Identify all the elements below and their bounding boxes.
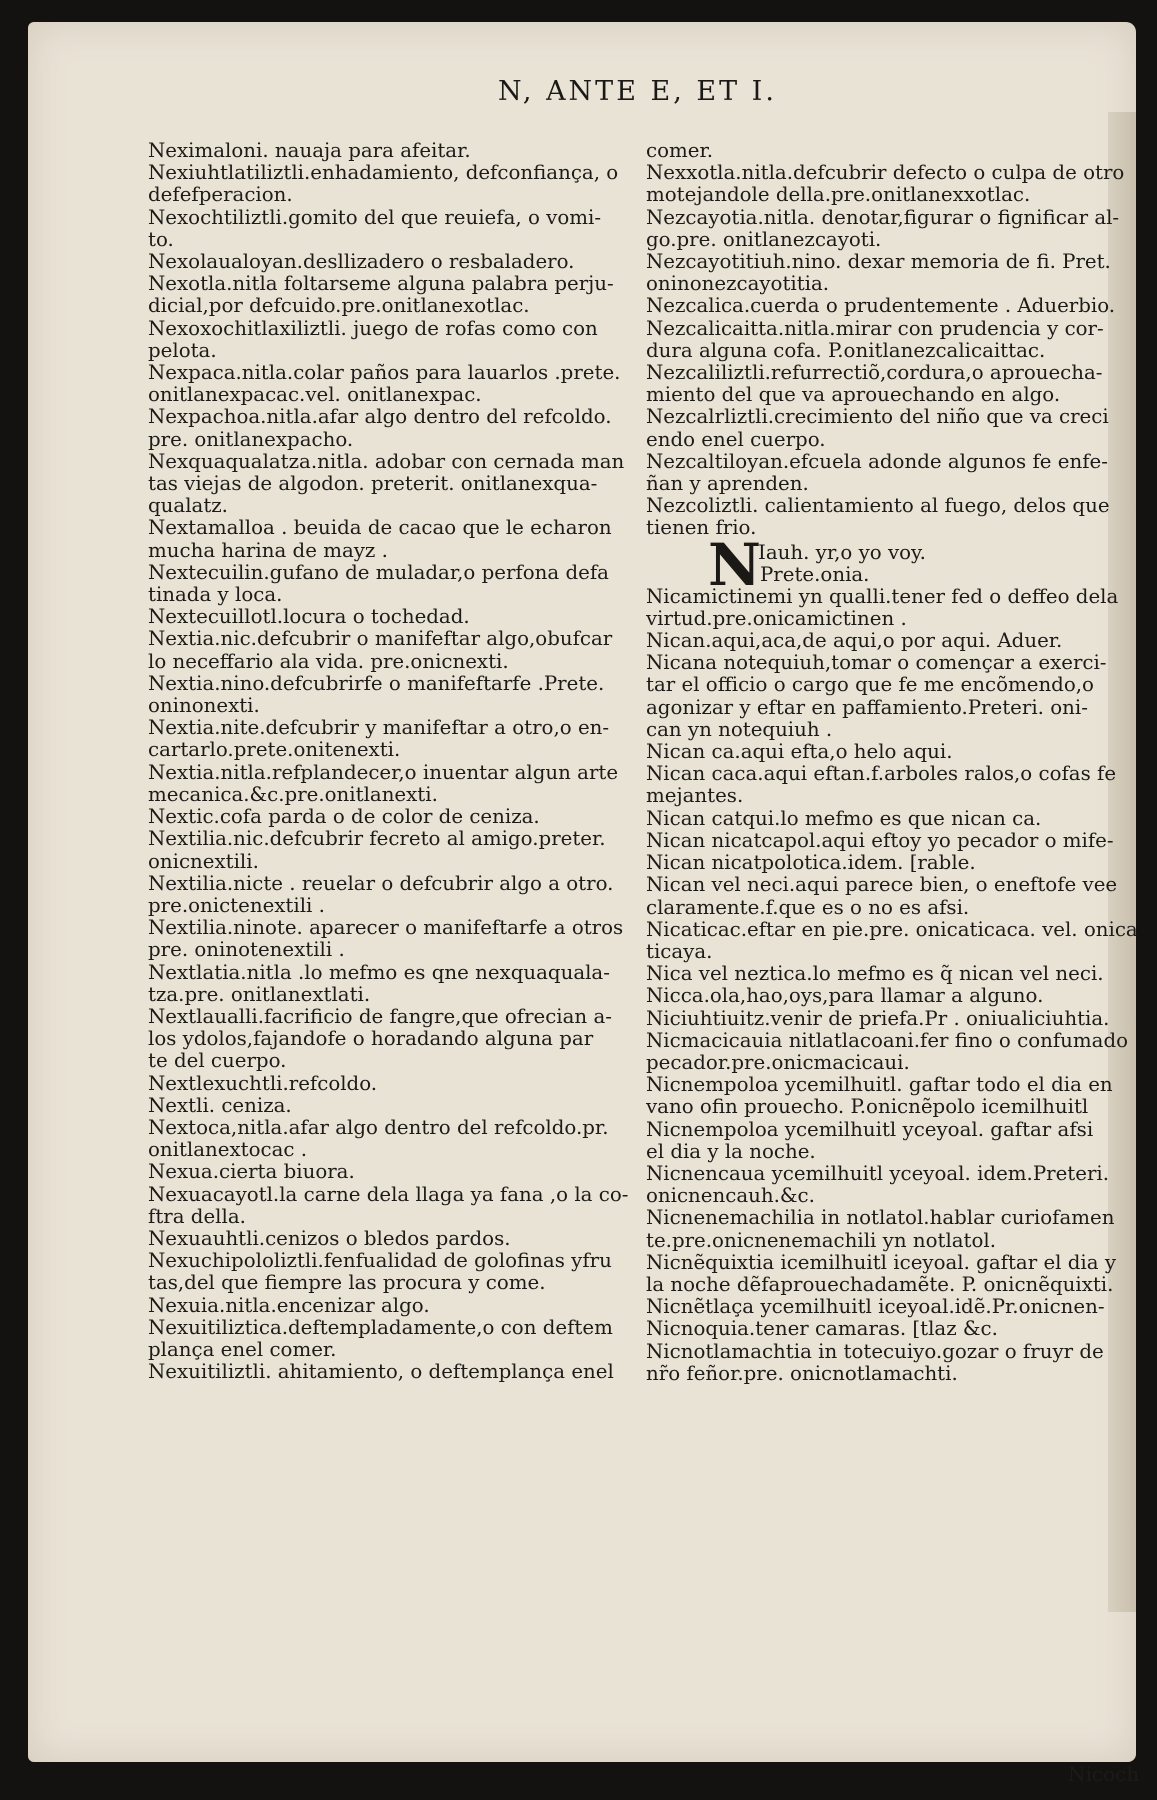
entry-continuation: tar el officio o cargo que fe me encõmendo,o: [646, 673, 1094, 697]
entry-headline: Nextic.cofa parda o de color de ceniza.: [148, 805, 540, 829]
entry-headline: Nezcalica.cuerda o prudentemente . Aduerbio.: [646, 294, 1116, 318]
entry-continuation: mecanica.&c.pre.onitlanexti.: [148, 782, 438, 806]
entry-continuation: pre.onictenextili .: [148, 893, 325, 917]
entry-headline: Nextecuilin.gufano de muladar,o perfona defa: [148, 560, 609, 584]
entry-headline: Nicamictinemi yn qualli.tener fed o deffeo dela: [646, 584, 1119, 608]
entry-headline: Nicnempoloa ycemilhuitl yceyoal. gaftar afsi: [646, 1117, 1094, 1141]
dictionary-entry: [646, 985, 1151, 1007]
entry-headline: Nexuia.nitla.encenizar algo.: [148, 1293, 430, 1317]
dictionary-entry: [148, 1228, 653, 1250]
dictionary-entry: [148, 318, 653, 362]
entry-headline: Nezcayotitiuh.nino. dexar memoria de fi. Pret.: [646, 250, 1111, 274]
entry-headline: Nican nicatpolotica.idem. [rable.: [646, 851, 976, 875]
dictionary-entry: [646, 874, 1151, 918]
entry-headline: Nextia.nitla.refplandecer,o inuentar algun arte: [148, 760, 619, 784]
entry-continuation: tas viejas de algodon. preterit. onitlanexqua-: [148, 472, 598, 496]
dictionary-entry: [646, 919, 1151, 963]
entry-headline: Nican caca.aqui eftan.f.arboles ralos,o cofas fe: [646, 762, 1117, 786]
entry-continuation: can yn notequiuh .: [646, 717, 833, 741]
entry-headline: Nicca.ola,hao,oys,para llamar a alguno.: [646, 984, 1044, 1008]
dictionary-entry: [148, 1161, 653, 1183]
entry-headline: Nexolaualoyan.desllizadero o resbaladero.: [148, 250, 575, 274]
entry-headline: Nezcaltiloyan.efcuela adonde algunos fe enfe-: [646, 449, 1108, 473]
dictionary-entry: [148, 873, 653, 917]
entry-headline: Nexuauhtli.cenizos o bledos pardos.: [148, 1226, 511, 1250]
dictionary-entry: [646, 207, 1151, 251]
entry-headline: Nicnenemachilia in notlatol.hablar curiofamen: [646, 1206, 1115, 1230]
entry-continuation: dicial,por defcuido.pre.onitlanexotlac.: [148, 294, 530, 318]
entry-continuation: onicnextili.: [148, 849, 259, 873]
dictionary-entry: [148, 162, 653, 206]
dictionary-entry: [148, 1117, 653, 1161]
entry-headline: Nextia.nic.defcubrir o manifeftar algo,obufcar: [148, 627, 613, 651]
entry-continuation: vano ofin prouecho. P.onicnẽpolo icemilhuitl: [646, 1095, 1089, 1119]
entry-headline: Nicaticac.eftar en pie.pre. onicaticaca. vel. onica: [646, 917, 1138, 941]
dictionary-entry: [646, 763, 1151, 807]
entry-continuation: go.pre. onitlanezcayoti.: [646, 227, 882, 251]
dropcap-letter: N: [708, 530, 762, 599]
entry-headline: Nexoxochitlaxiliztli. juego de rofas como con: [148, 316, 598, 340]
entry-continuation: miento del que va aprouechando en algo.: [646, 383, 1061, 407]
dictionary-entry: [148, 762, 653, 806]
dictionary-entry: [148, 673, 653, 717]
dictionary-entry: [148, 251, 653, 273]
book-page: [28, 22, 1140, 1786]
entry-headline: Nexuitiliztli. ahitamiento, o deftemplança enel: [148, 1360, 614, 1384]
entry-headline: Nextia.nino.defcubrirfe o manifeftarfe .Prete.: [148, 671, 605, 695]
entry-continuation: oninonezcayotitia.: [646, 272, 830, 296]
dictionary-entry: [646, 1341, 1151, 1385]
right-column: [646, 140, 1151, 1385]
entry-continuation: tienen frio.: [646, 516, 757, 540]
dictionary-entry: [646, 808, 1151, 830]
entry-continuation: endo enel cuerpo.: [646, 427, 826, 451]
dictionary-entry: [646, 162, 1151, 206]
dictionary-entry: [148, 273, 653, 317]
entry-continuation: defefperacion.: [148, 183, 293, 207]
entry-continuation: ticaya.: [646, 939, 713, 963]
entry-headline: Nicnoquia.tener camaras. [tlaz &c.: [646, 1317, 998, 1341]
entry-headline: Nicnotlamachtia in totecuiyo.gozar o fruyr de: [646, 1339, 1104, 1363]
entry-headline: Nexuchipololiztli.fenfualidad de golofinas yfru: [148, 1249, 612, 1273]
entry-continuation: lo neceffario ala vida. pre.onicnexti.: [148, 649, 509, 673]
dictionary-entry: [646, 406, 1151, 450]
dictionary-entry: [646, 852, 1151, 874]
entry-headline: Nican ca.aqui efta,o helo aqui.: [646, 740, 953, 764]
dictionary-entry: [646, 140, 1151, 162]
dictionary-entry: [148, 207, 653, 251]
entry-headline: Nicana notequiuh,tomar o començar a exerci-: [646, 651, 1107, 675]
dictionary-entry: [646, 741, 1151, 763]
entry-headline: Nican vel neci.aqui parece bien, o eneftofe vee: [646, 873, 1118, 897]
entry-headline: Nicnencaua ycemilhuitl yceyoal. idem.Preteri.: [646, 1161, 1110, 1185]
entry-headline: Nexpachoa.nitla.afar algo dentro del refcoldo.: [148, 405, 612, 429]
dictionary-entry: [148, 1295, 653, 1317]
dictionary-entry: [646, 963, 1151, 985]
dictionary-entry: [646, 1119, 1151, 1163]
entry-continuation: to.: [148, 227, 174, 251]
entry-headline: Nexpaca.nitla.colar paños para lauarlos .prete.: [148, 361, 621, 385]
dictionary-entry: [646, 1008, 1151, 1030]
dictionary-entry: [148, 451, 653, 518]
dictionary-entry: [148, 1317, 653, 1361]
entry-continuation: claramente.f.que es o no es afsi.: [646, 895, 970, 919]
dictionary-entry: [148, 806, 653, 828]
dictionary-entry: [148, 628, 653, 672]
dictionary-entry: [148, 828, 653, 872]
entry-headline: Nezcaliliztli.refurrectiõ,cordura,o aprouecha-: [646, 361, 1103, 385]
dictionary-entry: [646, 251, 1151, 295]
entry-headline: Nexochtiliztli.gomito del que reuiefa, o vomi-: [148, 205, 601, 229]
dictionary-entry: [148, 962, 653, 1006]
dictionary-entry: [148, 1095, 653, 1117]
entry-headline: Nextlaualli.facrificio de fangre,que ofrecian a-: [148, 1004, 612, 1028]
dictionary-entry: [646, 1207, 1151, 1251]
entry-continuation: ñan y aprenden.: [646, 472, 809, 496]
dictionary-entry: [646, 1318, 1151, 1340]
dictionary-entry: [148, 1250, 653, 1294]
entry-headline: Nezcalicaitta.nitla.mirar con prudencia y cor-: [646, 316, 1104, 340]
dictionary-entry: [646, 1296, 1151, 1318]
entry-headline: Nican.aqui,aca,de aqui,o por aqui. Aduer.: [646, 629, 1063, 653]
entry-headline: Nexiuhtlatiliztli.enhadamiento, defconfiança, o: [148, 161, 619, 185]
entry-continuation: te del cuerpo.: [148, 1049, 287, 1073]
entry-headline: Nextlexuchtli.refcoldo.: [148, 1071, 378, 1095]
entry-headline: Nezcoliztli. calientamiento al fuego, delos que: [646, 494, 1110, 518]
dictionary-entry: [646, 1030, 1151, 1074]
entry-headline: Nezcalrliztli.crecimiento del niño que va creci: [646, 405, 1109, 429]
dropcap-text: [758, 542, 926, 586]
dictionary-entry: [148, 717, 653, 761]
left-column: [148, 140, 653, 1383]
dropcap-line-1: Iauh. yr,o yo voy.: [758, 540, 926, 564]
entry-headline: Nextlatia.nitla .lo mefmo es qne nexquaquala-: [148, 960, 610, 984]
entry-headline: Nexquaqualatza.nitla. adobar con cernada man: [148, 449, 625, 473]
entry-headline: Nextli. ceniza.: [148, 1093, 292, 1117]
entry-headline: Niciuhtiuitz.venir de priefa.Pr . oniualiciuhtia.: [646, 1006, 1110, 1030]
entry-headline: Nexotla.nitla foltarseme alguna palabra perju-: [148, 272, 614, 296]
entry-continuation: cartarlo.prete.onitenexti.: [148, 738, 401, 762]
entry-headline: Nicnempoloa ycemilhuitl. gaftar todo el dia en: [646, 1073, 1113, 1097]
entry-headline: Nextilia.nic.defcubrir fecreto al amigo.preter.: [148, 827, 606, 851]
entry-headline: Nextilia.nicte . reuelar o defcubrir algo a otro.: [148, 871, 614, 895]
dictionary-entry: [646, 652, 1151, 741]
catchword: Nicoch: [1068, 1762, 1140, 1786]
entry-headline: Nextoca,nitla.afar algo dentro del refcoldo.pr.: [148, 1115, 609, 1139]
dictionary-entry: [148, 917, 653, 961]
dictionary-entry: [646, 451, 1151, 495]
entry-continuation: virtud.pre.onicamictinen .: [646, 606, 907, 630]
dictionary-entry: [148, 140, 653, 162]
dictionary-entry: [646, 630, 1151, 652]
dictionary-entry: [148, 1073, 653, 1095]
entry-headline: Nexxotla.nitla.defcubrir defecto o culpa de otro: [646, 161, 1125, 185]
dictionary-entry: [646, 1252, 1151, 1296]
dropcap-line-2: Prete.onia.: [760, 562, 870, 586]
entry-continuation: el dia y la noche.: [646, 1139, 816, 1163]
dictionary-entry: [646, 362, 1151, 406]
entry-continuation: agonizar y eftar en paffamiento.Preteri. oni-: [646, 695, 1088, 719]
entry-headline: Nexuitiliztica.deftempladamente,o con deftem: [148, 1315, 613, 1339]
entry-continuation: plança enel comer.: [148, 1337, 337, 1361]
entry-continuation: mejantes.: [646, 784, 744, 808]
right-column-top: [646, 140, 1151, 540]
entry-headline: Nextilia.ninote. aparecer o manifeftarfe a otros: [148, 916, 624, 940]
entry-continuation: tas,del que fiempre las procura y come.: [148, 1271, 546, 1295]
entry-continuation: dura alguna cofa. P.onitlanezcalicaittac.: [646, 338, 1046, 362]
entry-headline: Nican catqui.lo mefmo es que nican ca.: [646, 806, 1042, 830]
entry-continuation: ftra della.: [148, 1204, 246, 1228]
entry-headline: Nextamalloa . beuida de cacao que le echaron: [148, 516, 612, 540]
right-column-bottom: [646, 586, 1151, 1385]
entry-headline: Nica vel neztica.lo mefmo es q̃ nican vel neci.: [646, 962, 1104, 986]
dictionary-entry: [148, 1184, 653, 1228]
entry-continuation: mucha harina de mayz .: [148, 538, 388, 562]
entry-headline: Nextecuillotl.locura o tochedad.: [148, 605, 470, 629]
entry-continuation: pre. oninotenextili .: [148, 938, 345, 962]
entry-continuation: onitlanexpacac.vel. onitlanexpac.: [148, 383, 482, 407]
entry-continuation: pre. onitlanexpacho.: [148, 427, 354, 451]
entry-continuation: motejandole della.pre.onitlanexxotlac.: [646, 183, 1031, 207]
entry-continuation: te.pre.onicnenemachili yn notlatol.: [646, 1228, 997, 1252]
entry-continuation: la noche dẽfaprouechadamẽte. P. onicnẽquixti.: [646, 1272, 1114, 1296]
entry-continuation: oninonexti.: [148, 694, 260, 718]
entry-continuation: pecador.pre.onicmacicaui.: [646, 1050, 910, 1074]
entry-continuation: onicnencauh.&c.: [646, 1184, 815, 1208]
entry-headline: Nextia.nite.defcubrir y manifeftar a otro,o en-: [148, 716, 610, 740]
entry-continuation: nr̃o feñor.pre. onicnotlamachti.: [646, 1361, 958, 1385]
entry-continuation: tza.pre. onitlanextlati.: [148, 982, 371, 1006]
entry-continuation: onitlanextocac .: [148, 1138, 308, 1162]
entry-continuation: pelota.: [148, 338, 217, 362]
entry-continuation: los ydolos,fajandofe o horadando alguna par: [148, 1027, 594, 1051]
dictionary-entry: [646, 295, 1151, 317]
entry-headline: Nezcayotia.nitla. denotar,figurar o fignificar al-: [646, 205, 1120, 229]
entry-headline: Nican nicatcapol.aqui eftoy yo pecador o mife-: [646, 828, 1114, 852]
entry-continuation: qualatz.: [148, 494, 228, 518]
dictionary-entry: [148, 362, 653, 406]
entry-headline: Nexua.cierta biuora.: [148, 1160, 355, 1184]
entry-headline: Nicnẽtlaça ycemilhuitl iceyoal.idẽ.Pr.onicnen-: [646, 1295, 1105, 1319]
dictionary-entry: [148, 1361, 653, 1383]
dictionary-entry: [148, 562, 653, 606]
entry-headline: Nexuacayotl.la carne dela llaga ya fana ,o la co-: [148, 1182, 629, 1206]
dictionary-entry: [646, 830, 1151, 852]
entry-headline: Nicmacicauia nitlatlacoani.fer fino o confumado: [646, 1028, 1129, 1052]
entry-continuation: tinada y loca.: [148, 583, 283, 607]
dictionary-entry: [646, 1163, 1151, 1207]
entry-headline: Neximaloni. nauaja para afeitar.: [148, 139, 471, 162]
entry-headline: Nicnẽquixtia icemilhuitl iceyoal. gaftar el dia y: [646, 1250, 1117, 1274]
running-header: N, ANTE E, ET I.: [498, 76, 777, 107]
dictionary-entry: [646, 1074, 1151, 1118]
dictionary-entry: [148, 517, 653, 561]
dictionary-entry: [148, 1006, 653, 1073]
dictionary-entry: [646, 318, 1151, 362]
dictionary-entry: [148, 406, 653, 450]
dictionary-entry: [148, 606, 653, 628]
entry-headline: comer.: [646, 139, 714, 162]
